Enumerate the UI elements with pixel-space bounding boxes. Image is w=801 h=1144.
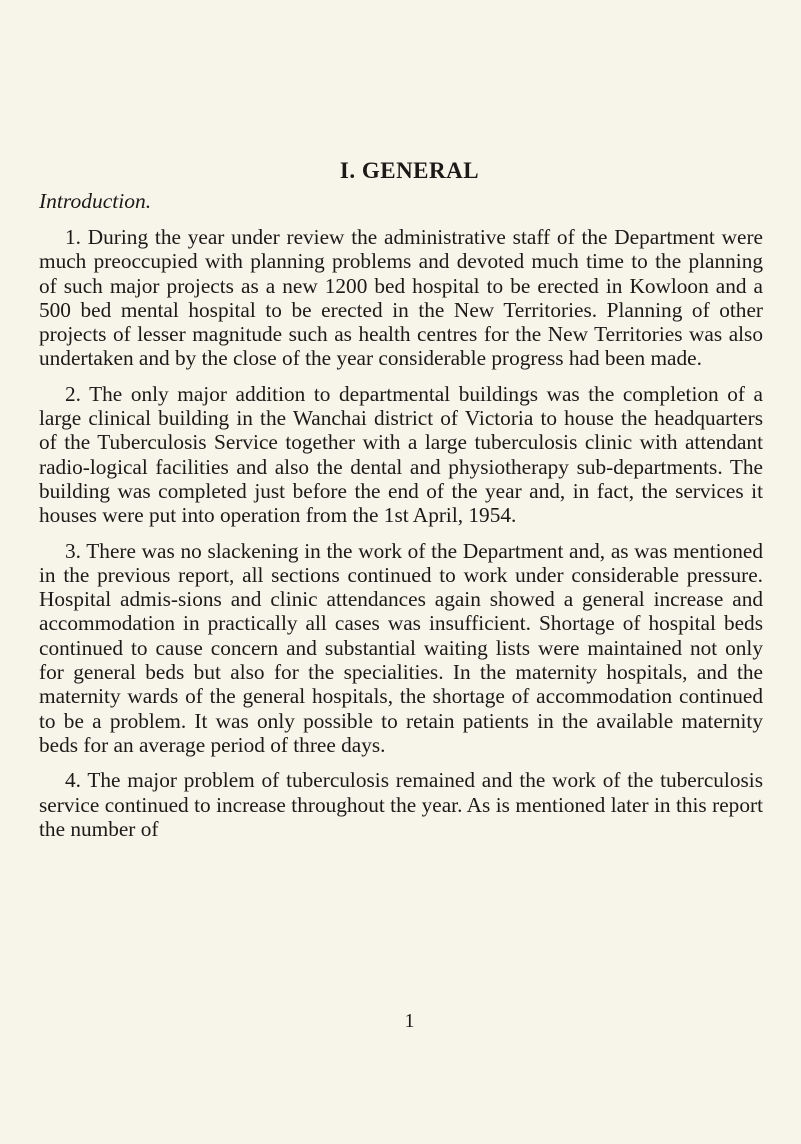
section-heading: I. GENERAL bbox=[339, 158, 480, 183]
paragraph-1: 1. During the year under review the administrative staff of the Department were much preoccupied with planning problems and devoted much time to the planning of such major projects as a new 1200 bed hospital to be erected in Kowloon and a 500 bed mental hospital to be erected in the New Territories. Planning of other projects of lesser magnitude such as health centres for the New Territories was also undertaken and by the close of the year considerable progress had been made. bbox=[39, 225, 763, 371]
introduction-subheading: Introduction. bbox=[39, 189, 152, 213]
body-text bbox=[39, 225, 763, 852]
page-number: 1 bbox=[404, 1010, 415, 1032]
paragraph-2: 2. The only major addition to departmental buildings was the completion of a large clinical building in the Wanchai district of Victoria to house the headquarters of the Tuberculosis Service together with a large tuberculosis clinic with attendant radio-logical facilities and also the dental and physiotherapy sub-departments. The building was completed just before the end of the year and, in fact, the services it houses were put into operation from the 1st April, 1954. bbox=[39, 381, 763, 528]
paragraph-4: 4. The major problem of tuberculosis remained and the work of the tuberculosis service continued to increase throughout the year. As is mentioned later in this report the number of bbox=[39, 768, 763, 841]
paragraph-3: 3. There was no slackening in the work of the Department and, as was mentioned in the previous report, all sections continued to work under considerable pressure. Hospital admis-sions and clinic attendances again showed a general increase and accommodation in practically all cases was insufficient. Shortage of hospital beds continued to cause concern and substantial waiting lists were maintained not only for general beds but also for the specialities. In the maternity hospitals, and the maternity wards of the general hospitals, the shortage of accommodation continued to be a problem. It was only possible to retain patients in the available maternity beds for an average period of three days. bbox=[39, 538, 763, 757]
